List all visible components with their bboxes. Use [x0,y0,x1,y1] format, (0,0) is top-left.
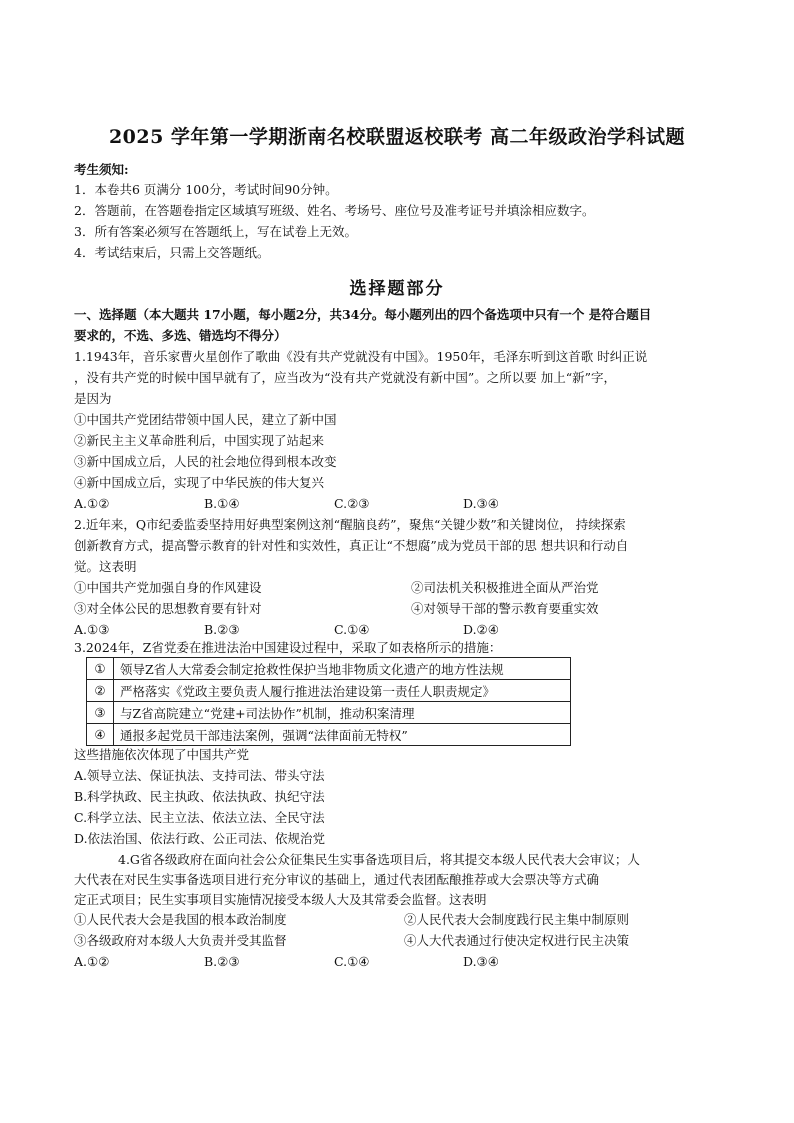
q2-item: ②司法机关积极推进全面从严治党 [411,580,599,595]
q3-after-text: 这些措施依次体现了中国共产党 [74,747,250,762]
q2-option-c: C.①④ [334,622,370,637]
notice-item: 3．所有答案必须写在答题纸上，写在试卷上无效。 [74,224,357,239]
part-heading: 要求的，不选、多选、错选均不得分） [74,328,287,343]
notice-item: 1．本卷共6 页满分 100分，考试时间90分钟。 [74,182,338,197]
exam-title: 2025 学年第一学期浙南名校联盟返校联考 高二年级政治学科试题 [108,126,686,148]
q2-item: ③对全体公民的思想教育要有针对 [74,601,262,616]
q2-stem: 创新教育方式，提高警示教育的针对性和实效性，真正让“不想腐”成为党员干部的思 想共识和行动自 [74,538,629,553]
q4-item: ③各级政府对本级人大负责并受其监督 [74,933,287,948]
q3-stem: 3.2024年，Z省党委在推进法治中国建设过程中，采取了如表格所示的措施： [74,640,502,655]
q4-stem: 定正式项目；民生实事项目实施情况接受本级人大及其常委会监督。这表明 [74,892,487,907]
q1-item: ③新中国成立后，人民的社会地位得到根本改变 [74,454,337,469]
q3-option-b: B.科学执政、民主执政、依法执政、执纪守法 [74,789,325,804]
q4-option-a: A.①② [74,954,110,969]
part-heading: 一、选择题（本大题共 17小题，每小题2分，共34分。每小题列出的四个备选项中只有一个 是符合题目 [74,307,652,322]
q1-option-d: D.③④ [463,496,499,511]
q3-option-a: A.领导立法、保证执法、支持司法、带头守法 [74,768,325,783]
q4-item: ④人大代表通过行使决定权进行民主决策 [404,933,630,948]
table-cell-number: ③ [87,702,114,724]
q2-option-b: B.②③ [204,622,240,637]
q1-option-a: A.①② [74,496,110,511]
q1-option-b: B.①④ [204,496,240,511]
q1-option-c: C.②③ [334,496,370,511]
table-cell-text: 严格落实《党政主要负责人履行推进法治建设第一责任人职责规定》 [114,680,571,702]
q1-stem: ，没有共产党的时候中国早就有了，应当改为“没有共产党就没有新中国”。之所以要 加上“新”字， [74,370,617,385]
q1-stem: 1.1943年，音乐家曹火星创作了歌曲《没有共产党就没有中国》。1950年，毛泽东听到这首歌 时纠正说 [74,349,648,364]
q2-item: ④对领导干部的警示教育要重实效 [411,601,599,616]
q4-item: ②人民代表大会制度践行民主集中制原则 [404,912,630,927]
q4-option-b: B.②③ [204,954,240,969]
table-row [87,702,571,724]
section-title: 选择题部分 [349,279,445,299]
q2-option-a: A.①③ [74,622,110,637]
table-row [87,680,571,702]
q4-stem: 大代表在对民生实事备选项目进行充分审议的基础上，通过代表团酝酿推荐或大会票决等方式确 [74,872,600,887]
q4-option-c: C.①④ [334,954,370,969]
q3-measures-table [86,657,571,746]
table-cell-text: 领导Z省人大常委会制定抢救性保护当地非物质文化遗产的地方性法规 [114,658,571,680]
table-cell-text: 通报多起党员干部违法案例，强调“法律面前无特权” [114,724,571,746]
q1-item: ①中国共产党团结带领中国人民，建立了新中国 [74,412,337,427]
q3-option-c: C.科学立法、民主立法、依法立法、全民守法 [74,810,325,825]
q4-item: ①人民代表大会是我国的根本政治制度 [74,912,287,927]
q3-option-d: D.依法治国、依法行政、公正司法、依规治党 [74,831,326,846]
q1-item: ②新民主主义革命胜利后，中国实现了站起来 [74,433,325,448]
q2-item: ①中国共产党加强自身的作风建设 [74,580,262,595]
q2-stem: 觉。这表明 [74,559,137,574]
q4-stem: 4.G省各级政府在面向社会公众征集民生实事备选项目后，将其提交本级人民代表大会审议；人 [118,852,640,867]
q1-item: ④新中国成立后，实现了中华民族的伟大复兴 [74,475,325,490]
table-cell-text: 与Z省高院建立“党建+司法协作”机制，推动积案清理 [114,702,571,724]
notice-item: 2．答题前，在答题卷指定区域填写班级、姓名、考场号、座位号及准考证号并填涂相应数字。 [74,203,595,218]
table-cell-number: ④ [87,724,114,746]
q2-stem: 2.近年来，Q市纪委监委坚持用好典型案例这剂“醒脑良药”，聚焦“关键少数”和关键岗位， 持续探索 [74,517,626,532]
notice-heading: 考生须知: [74,162,129,177]
table-cell-number: ① [87,658,114,680]
q1-stem: 是因为 [74,391,112,406]
notice-item: 4．考试结束后，只需上交答题纸。 [74,245,270,260]
table-row [87,658,571,680]
q2-option-d: D.②④ [463,622,499,637]
q4-option-d: D.③④ [463,954,499,969]
table-row [87,724,571,746]
table-cell-number: ② [87,680,114,702]
